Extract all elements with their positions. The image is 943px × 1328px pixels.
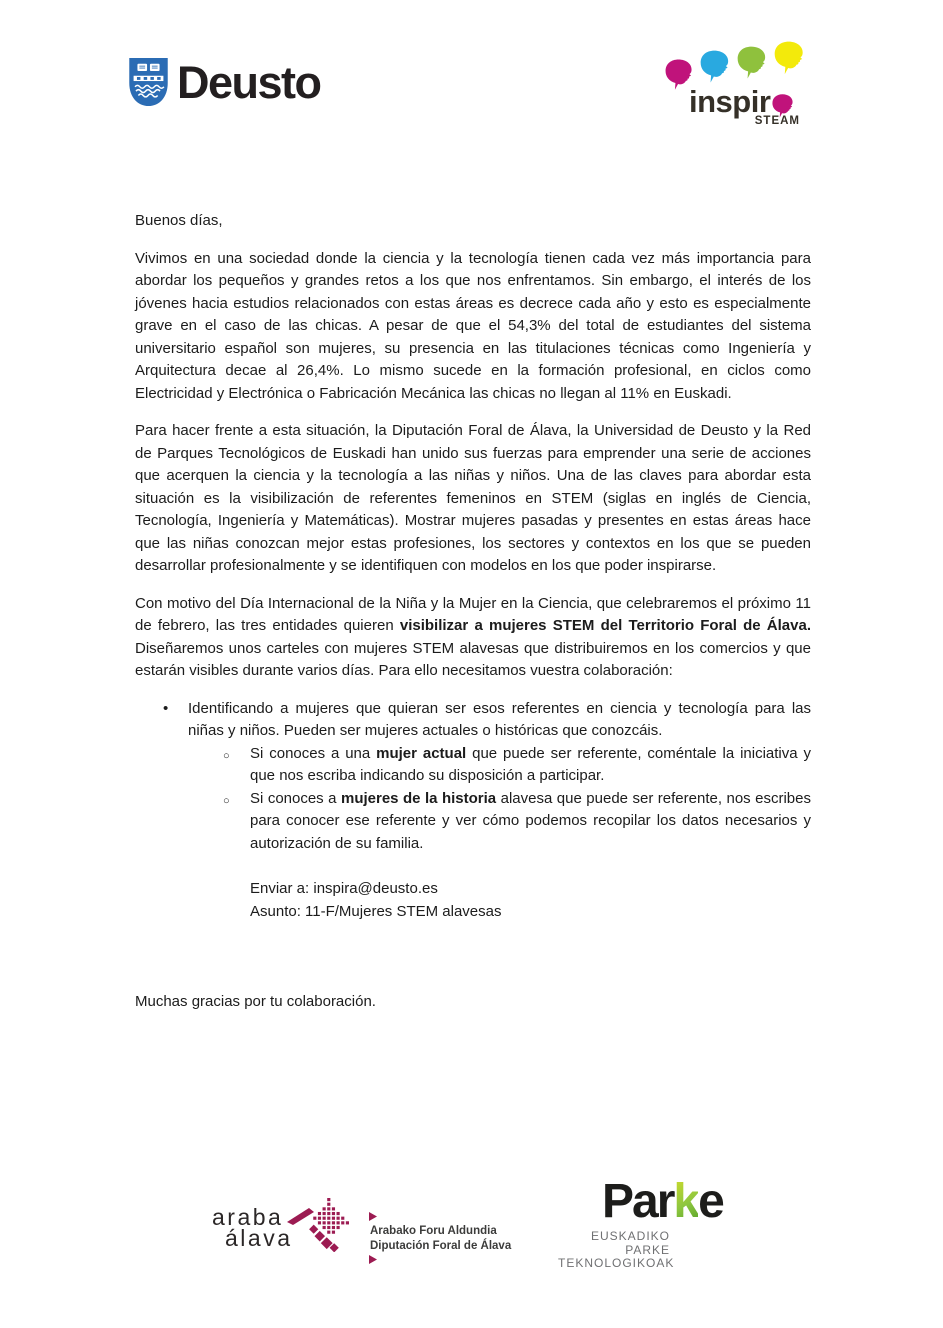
inspira-wordmark: inspir <box>689 84 771 119</box>
contact-email-line: Enviar a: inspira@deusto.es <box>250 880 438 897</box>
bullet-icon: • <box>163 699 169 717</box>
parke-logo <box>558 1175 738 1271</box>
araba-alava-logo <box>212 1206 314 1250</box>
contact-block <box>250 878 811 923</box>
bullet-item <box>135 698 811 743</box>
closing-line: Muchas gracias por tu colaboración. <box>135 993 376 1010</box>
parke-subtitle <box>558 1229 675 1271</box>
arrow-icon <box>369 1212 377 1221</box>
paragraph-1: Vivimos en una sociedad donde la ciencia y la tecnología tienen cada vez más importancia para abordar los pequeños y grandes retos a los que nos enfrentamos. Sin embargo, el interés de los jóvenes hacia estudios relacionados con estas áreas es decrece cada año y esto es especialmente grave en el caso de las chicas. A pesar de que el 54,3% del total de estudiantes del sistema universitario español son mujeres, su presencia en las titulaciones técnicas como Ingeniería y Arquitectura decae al 26,4%. Lo mismo sucede en la formación profesional, en ciclos como Electricidad y Electrónica o Fabricación Mecánica las chicas no llegan al 11% en Euskadi. <box>135 249 811 402</box>
deusto-shield-icon <box>127 57 170 107</box>
paragraph-3 <box>135 593 811 683</box>
diputacion-text <box>370 1224 590 1253</box>
letter-body <box>135 210 811 1014</box>
sub-bullet-1-pre: Si conoces a una <box>250 744 377 762</box>
paragraph-3-bold: visibilizar a mujeres STEM del Territorio Foral de Álava. <box>399 617 812 634</box>
diputacion-cross-icon <box>305 1198 355 1252</box>
parke-wordmark <box>602 1175 738 1228</box>
parke-word-post: e <box>698 1175 723 1228</box>
parke-sub-line1: EUSKADIKO <box>590 1229 670 1243</box>
araba-label: araba <box>212 1204 284 1230</box>
parke-sub-line3: TEKNOLOGIKOAK <box>558 1256 675 1270</box>
paragraph-2: Para hacer frente a esta situación, la Diputación Foral de Álava, la Universidad de Deusto y la Red de Parques Tecnológicos de Euskadi han unido sus fuerzas para emprender una serie de acciones que acerquen la ciencia y la tecnología a las niñas y niños. Una de las claves para abordar esta situación es la visibilización de referentes femeninos en STEM (siglas en inglés de Ciencia, Tecnología, Ingeniería y Matemáticas). Mostrar mujeres pasadas y presentes en estas áreas hace que las niñas conozcan mejor estas profesiones, los sectores y contextos en los que se pueden desarrollar profesionalmente y se identifiquen con modelos en los que poder inspirarse. <box>135 422 811 574</box>
contact-subject-line: Asunto: 11-F/Mujeres STEM alavesas <box>250 902 502 920</box>
alava-label: álava <box>225 1225 293 1251</box>
diputacion-line-eu: Arabako Foru Aldundia <box>370 1225 497 1237</box>
inspira-steam-logo <box>662 40 814 130</box>
paragraph-3-text-2: Diseñaremos unos carteles con mujeres STEM alavesas que distribuiremos en los comercios y que estarán visibles durante varios días. Para ello necesitamos vuestra colaboración: <box>135 639 811 679</box>
parke-sub-line2: PARKE <box>625 1242 670 1257</box>
sub-bullet-1-bold: mujer actual <box>376 744 467 762</box>
sub-bullet-2-post: alavesa que puede ser referente, nos escribes para conocer ese referente y ver cómo podemos recopilar los datos necesarios y autorización de su familia. <box>250 789 811 852</box>
deusto-wordmark: Deusto <box>177 56 321 108</box>
paragraph-3-text: Con motivo del Día Internacional de la Niña y la Mujer en la Ciencia, que celebraremos el próximo 11 de febrero, las tres entidades quieren <box>135 594 811 634</box>
circle-bullet-icon: ○ <box>223 749 230 762</box>
arrow-icon <box>369 1255 377 1264</box>
inspira-steam-label: STEAM <box>754 115 800 127</box>
sub-bullet-text <box>250 743 811 788</box>
deusto-logo <box>127 57 321 107</box>
greeting: Buenos días, <box>135 212 223 229</box>
sub-bullet-text <box>250 788 811 856</box>
parke-word-pre: Par <box>602 1175 674 1228</box>
sub-bullet-2-pre: Si conoces a <box>250 789 341 807</box>
diputacion-line-es: Diputación Foral de Álava <box>370 1239 512 1252</box>
parke-k-green: k <box>673 1175 699 1228</box>
circle-bullet-icon: ○ <box>223 794 230 807</box>
sub-bullet-1-post: que puede ser referente, coméntale la iniciativa y que nos escriba indicando su disposición a participar. <box>250 744 811 784</box>
sub-bullet-item <box>135 743 811 788</box>
sub-bullet-2-bold: mujeres de la historia <box>340 789 497 807</box>
bullet-item-text: Identificando a mujeres que quieran ser esos referentes en ciencia y tecnología para las niñas y niños. Pueden ser mujeres actuales o históricas que conozcáis. <box>188 699 811 739</box>
sub-bullet-item <box>135 788 811 856</box>
